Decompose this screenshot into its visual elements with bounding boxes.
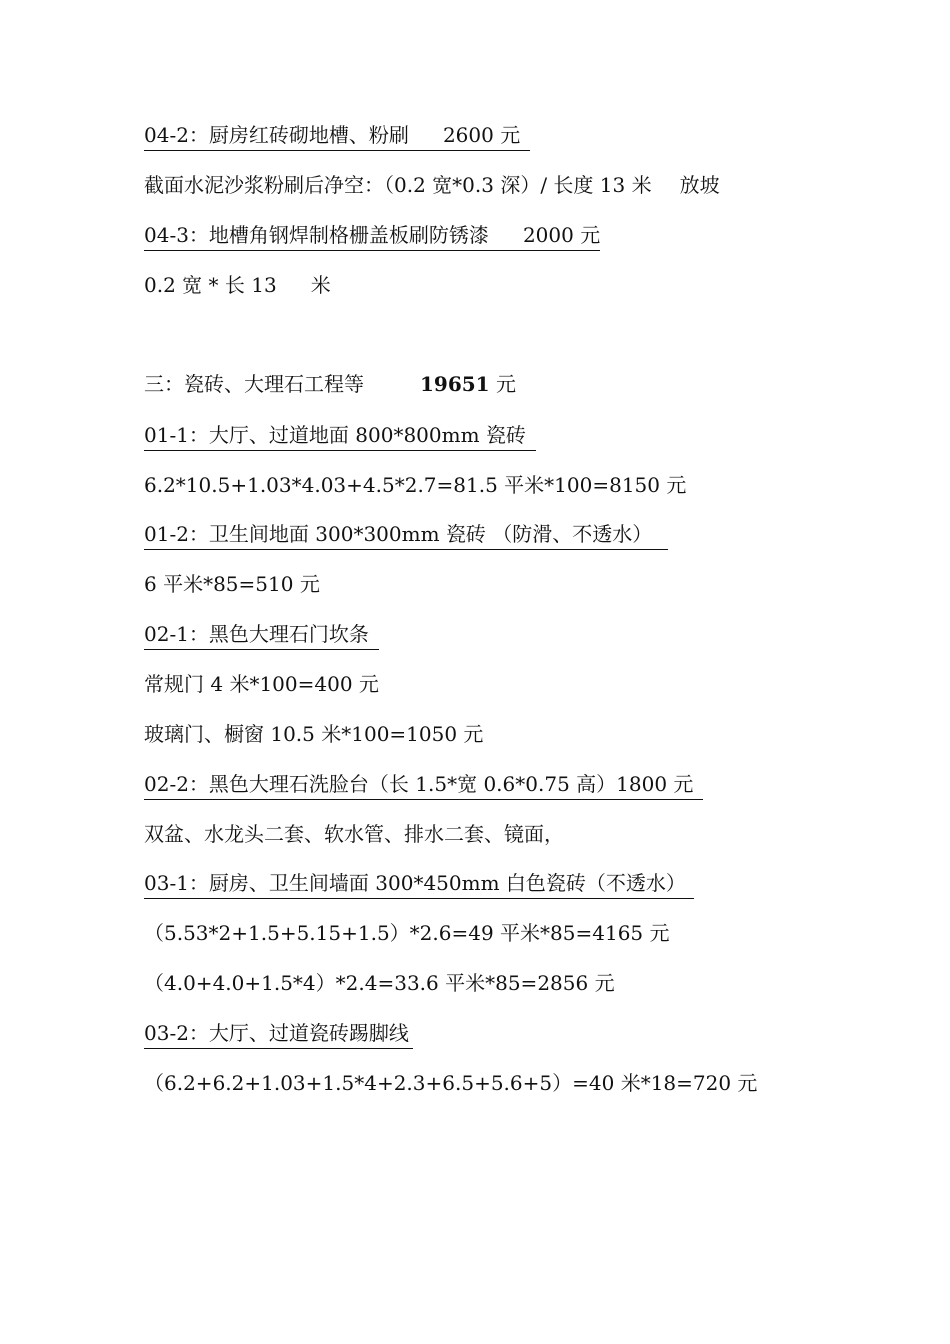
item-01-2-calc: 6 平米*85=510 元	[144, 572, 320, 596]
item-02-1-calc-regular-door: 常规门 4 米*100=400 元	[144, 672, 379, 696]
item-04-2-spec: 截面水泥沙浆粉刷后净空：（0.2 宽*0.3 深）/ 长度 13 米 放坡	[144, 173, 720, 197]
item-03-1-calc-1: （5.53*2+1.5+5.15+1.5）*2.6=49 平米*85=4165 元	[144, 921, 670, 945]
item-03-2-heading: 03-2：大厅、过道瓷砖踢脚线	[144, 1020, 413, 1049]
item-01-1-calc: 6.2*10.5+1.03*4.03+4.5*2.7=81.5 平米*100=8150 元	[144, 473, 687, 497]
item-01-2-heading: 01-2：卫生间地面 300*300mm 瓷砖 （防滑、不透水）	[144, 521, 668, 550]
item-04-3-spec: 0.2 宽 * 长 13 米	[144, 273, 331, 297]
item-03-1-calc-2: （4.0+4.0+1.5*4）*2.4=33.6 平米*85=2856 元	[144, 971, 615, 995]
item-02-2-spec: 双盆、水龙头二套、软水管、排水二套、镜面，	[144, 822, 564, 846]
item-03-1-heading: 03-1：厨房、卫生间墙面 300*450mm 白色瓷砖（不透水）	[144, 870, 694, 899]
item-02-1-calc-glass-door: 玻璃门、橱窗 10.5 米*100=1050 元	[144, 722, 484, 746]
item-02-2-heading: 02-2：黑色大理石洗脸台（长 1.5*宽 0.6*0.75 高）1800 元	[144, 771, 703, 800]
item-03-2-calc: （6.2+6.2+1.03+1.5*4+2.3+6.5+5.6+5）=40 米*18=720 元	[144, 1071, 758, 1095]
item-04-2-heading: 04-2：厨房红砖砌地槽、粉刷 2600 元	[144, 122, 530, 151]
item-01-1-heading: 01-1：大厅、过道地面 800*800mm 瓷砖	[144, 422, 536, 451]
section-3-title: 三：瓷砖、大理石工程等 19651 元	[144, 372, 516, 396]
item-04-3-heading: 04-3：地槽角钢焊制格栅盖板刷防锈漆 2000 元	[144, 222, 600, 251]
item-02-1-heading: 02-1：黑色大理石门坎条	[144, 621, 379, 650]
